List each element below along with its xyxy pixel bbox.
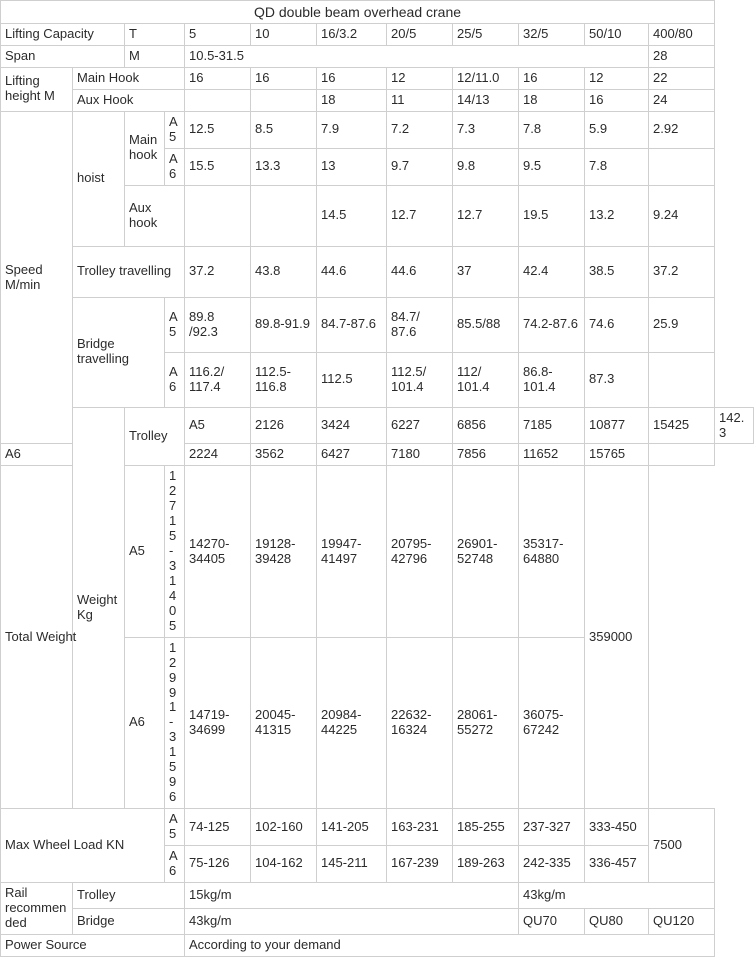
page-title: QD double beam overhead crane: [1, 1, 715, 24]
trolley-speed-8: 37.2: [649, 246, 715, 297]
bridge-a6-1: 116.2/ 117.4: [185, 352, 251, 407]
trolley-speed-1: 37.2: [185, 246, 251, 297]
weight-label: Weight Kg: [73, 407, 125, 808]
total-weight-8: 359000: [585, 466, 649, 809]
wheel-a6-2: 104-162: [251, 845, 317, 882]
weight-trolley-a5-2: 3424: [317, 407, 387, 444]
speed-hoist-main-a5-row: [1, 111, 754, 148]
hoist-main-a6-3: 13: [317, 148, 387, 185]
class-a5-wheel-load: A5: [165, 809, 185, 846]
wheel-a5-6: 237-327: [519, 809, 585, 846]
hoist-main-a5-4: 7.2: [387, 111, 453, 148]
lift-aux-6: 18: [519, 89, 585, 111]
hoist-main-a6-6: 9.5: [519, 148, 585, 185]
hoist-aux-7: 13.2: [585, 185, 649, 246]
total-a6-4: 20984-44225: [317, 637, 387, 808]
hoist-aux-1: [185, 185, 251, 246]
wheel-a6-4: 167-239: [387, 845, 453, 882]
rail-trolley-left: 15kg/m: [185, 882, 519, 908]
weight-trolley-a6-7: 15765: [585, 444, 649, 466]
class-a5-bridge: A5: [165, 297, 185, 352]
lift-main-6: 16: [519, 67, 585, 89]
lifting-capacity-label: Lifting Capacity: [1, 24, 125, 46]
bridge-a6-4: 112.5/ 101.4: [387, 352, 453, 407]
power-source-row: [1, 934, 754, 956]
lift-main-4: 12: [387, 67, 453, 89]
weight-trolley-a5-5: 7185: [519, 407, 585, 444]
capacity-8: 400/80: [649, 24, 715, 46]
trolley-travelling-label: Trolley travelling: [73, 246, 185, 297]
total-a6-6: 28061-55272: [453, 637, 519, 808]
wheel-load-8: 7500: [649, 809, 715, 883]
hoist-main-a5-1: 12.5: [185, 111, 251, 148]
wheel-a6-1: 75-126: [185, 845, 251, 882]
bridge-a5-8: 25.9: [649, 297, 715, 352]
hoist-main-a6-2: 13.3: [251, 148, 317, 185]
total-a6-2: 14719-34699: [185, 637, 251, 808]
lift-aux-5: 14/13: [453, 89, 519, 111]
class-a5-weight-trolley: A5: [185, 407, 251, 444]
capacity-5: 25/5: [453, 24, 519, 46]
weight-trolley-a5-3: 6227: [387, 407, 453, 444]
bridge-a5-3: 84.7-87.6: [317, 297, 387, 352]
class-a6-bridge: A6: [165, 352, 185, 407]
title-row: [1, 1, 754, 24]
lift-main-2: 16: [251, 67, 317, 89]
trolley-speed-5: 37: [453, 246, 519, 297]
total-a5-6: 26901-52748: [453, 466, 519, 637]
bridge-a5-7: 74.6: [585, 297, 649, 352]
trolley-speed-6: 42.4: [519, 246, 585, 297]
class-a6-wheel-load: A6: [165, 845, 185, 882]
bridge-a6-8: [649, 352, 715, 407]
bridge-a5-6: 74.2-87.6: [519, 297, 585, 352]
hoist-main-a5-5: 7.3: [453, 111, 519, 148]
class-a6-hoist-main: A6: [165, 148, 185, 185]
total-a5-4: 19947-41497: [317, 466, 387, 637]
class-a6-weight-trolley: A6: [1, 444, 73, 466]
rail-bridge-7: QU80: [585, 908, 649, 934]
total-a6-5: 22632-16324: [387, 637, 453, 808]
hoist-main-hook-label: Main hook: [125, 111, 165, 185]
trolley-speed-7: 38.5: [585, 246, 649, 297]
power-source-value: According to your demand: [185, 934, 715, 956]
class-a5-hoist-main: A5: [165, 111, 185, 148]
weight-trolley-a6-4: 7180: [387, 444, 453, 466]
hoist-main-a5-6: 7.8: [519, 111, 585, 148]
total-a6-3: 20045-41315: [251, 637, 317, 808]
rail-recommended-label: Rail recommended: [1, 882, 73, 934]
span-unit: M: [125, 46, 185, 68]
rail-bridge-6: QU70: [519, 908, 585, 934]
bridge-a6-7: 87.3: [585, 352, 649, 407]
lift-aux-2: [251, 89, 317, 111]
rail-trolley-label: Trolley: [73, 882, 185, 908]
hoist-main-a6-4: 9.7: [387, 148, 453, 185]
speed-trolley-travelling-row: [1, 246, 754, 297]
hoist-main-a5-7: 5.9: [585, 111, 649, 148]
hoist-main-a5-2: 8.5: [251, 111, 317, 148]
weight-trolley-label: Trolley: [125, 407, 185, 466]
lift-aux-7: 16: [585, 89, 649, 111]
capacity-7: 50/10: [585, 24, 649, 46]
span-last: 28: [649, 46, 715, 68]
weight-trolley-a6-1: 2224: [185, 444, 251, 466]
hoist-aux-6: 19.5: [519, 185, 585, 246]
bridge-a5-1: 89.8 /92.3: [185, 297, 251, 352]
bridge-a6-3: 112.5: [317, 352, 387, 407]
total-a5-2: 14270-34405: [185, 466, 251, 637]
total-a5-7: 35317-64880: [519, 466, 585, 637]
total-weight-label: Total Weight: [1, 466, 125, 809]
wheel-a6-3: 145-211: [317, 845, 387, 882]
total-a6-1: 12991-31596: [165, 637, 185, 808]
lifting-height-main-row: [1, 67, 754, 89]
bridge-a5-5: 85.5/88: [453, 297, 519, 352]
lift-main-1: 16: [185, 67, 251, 89]
lift-main-3: 16: [317, 67, 387, 89]
weight-trolley-a5-8: 142.3: [715, 407, 754, 444]
max-wheel-load-a5-row: [1, 809, 754, 846]
wheel-a5-1: 74-125: [185, 809, 251, 846]
weight-trolley-a6-2: 3562: [251, 444, 317, 466]
weight-trolley-a6-8: [649, 444, 715, 466]
trolley-speed-2: 43.8: [251, 246, 317, 297]
capacity-4: 20/5: [387, 24, 453, 46]
rail-trolley-row: [1, 882, 754, 908]
speed-label: Speed M/min: [1, 111, 73, 444]
lift-main-8: 22: [649, 67, 715, 89]
lift-aux-3: 18: [317, 89, 387, 111]
hoist-main-a6-7: 7.8: [585, 148, 649, 185]
total-a5-3: 19128-39428: [251, 466, 317, 637]
span-row: [1, 46, 754, 68]
weight-trolley-a6-6: 11652: [519, 444, 585, 466]
hoist-label: hoist: [73, 111, 125, 246]
wheel-a6-6: 242-335: [519, 845, 585, 882]
wheel-a6-7: 336-457: [585, 845, 649, 882]
weight-trolley-a5-row: [1, 407, 754, 444]
rail-bridge-row: [1, 908, 754, 934]
lift-main-5: 12/11.0: [453, 67, 519, 89]
wheel-a5-7: 333-450: [585, 809, 649, 846]
wheel-a5-2: 102-160: [251, 809, 317, 846]
weight-trolley-a5-1: 2126: [251, 407, 317, 444]
weight-trolley-a5-6: 10877: [585, 407, 649, 444]
bridge-travelling-label: Bridge travelling: [73, 297, 165, 407]
hoist-aux-3: 14.5: [317, 185, 387, 246]
rail-bridge-left: 43kg/m: [185, 908, 519, 934]
lifting-height-aux-row: [1, 89, 754, 111]
weight-trolley-a5-4: 6856: [453, 407, 519, 444]
aux-hook-label: Aux Hook: [73, 89, 185, 111]
rail-trolley-right: 43kg/m: [519, 882, 715, 908]
weight-trolley-a6-5: 7856: [453, 444, 519, 466]
span-label: Span: [1, 46, 125, 68]
rail-bridge-label: Bridge: [73, 908, 185, 934]
weight-total-a5-row: [1, 466, 754, 637]
wheel-a5-3: 141-205: [317, 809, 387, 846]
lift-main-7: 12: [585, 67, 649, 89]
lift-aux-1: [185, 89, 251, 111]
hoist-main-a6-5: 9.8: [453, 148, 519, 185]
lift-aux-8: 24: [649, 89, 715, 111]
hoist-main-a5-8: 2.92: [649, 111, 715, 148]
hoist-aux-4: 12.7: [387, 185, 453, 246]
hoist-aux-2: [251, 185, 317, 246]
hoist-main-a5-3: 7.9: [317, 111, 387, 148]
speed-bridge-a5-row: [1, 297, 754, 352]
capacity-1: 5: [185, 24, 251, 46]
main-hook-label: Main Hook: [73, 67, 185, 89]
max-wheel-load-label: Max Wheel Load KN: [1, 809, 165, 883]
class-a6-total-weight: A6: [125, 637, 165, 808]
trolley-speed-3: 44.6: [317, 246, 387, 297]
trolley-speed-4: 44.6: [387, 246, 453, 297]
total-a5-1: 12715-31405: [165, 466, 185, 637]
hoist-aux-5: 12.7: [453, 185, 519, 246]
capacity-6: 32/5: [519, 24, 585, 46]
lifting-capacity-unit: T: [125, 24, 185, 46]
capacity-2: 10: [251, 24, 317, 46]
weight-trolley-a6-3: 6427: [317, 444, 387, 466]
bridge-a5-2: 89.8-91.9: [251, 297, 317, 352]
total-a5-5: 20795-42796: [387, 466, 453, 637]
total-a6-7: 36075-67242: [519, 637, 585, 808]
wheel-a5-5: 185-255: [453, 809, 519, 846]
rail-bridge-8: QU120: [649, 908, 715, 934]
class-a5-total-weight: A5: [125, 466, 165, 637]
hoist-main-a6-1: 15.5: [185, 148, 251, 185]
hoist-aux-hook-label: Aux hook: [125, 185, 185, 246]
weight-trolley-a5-7: 15425: [649, 407, 715, 444]
bridge-a5-4: 84.7/ 87.6: [387, 297, 453, 352]
lifting-height-label: Lifting height M: [1, 67, 73, 111]
power-source-label: Power Source: [1, 934, 185, 956]
capacity-3: 16/3.2: [317, 24, 387, 46]
wheel-a6-5: 189-263: [453, 845, 519, 882]
bridge-a6-6: 86.8-101.4: [519, 352, 585, 407]
lift-aux-4: 11: [387, 89, 453, 111]
hoist-main-a6-8: [649, 148, 715, 185]
hoist-aux-8: 9.24: [649, 185, 715, 246]
wheel-a5-4: 163-231: [387, 809, 453, 846]
bridge-a6-2: 112.5-116.8: [251, 352, 317, 407]
span-range: 10.5-31.5: [185, 46, 649, 68]
bridge-a6-5: 112/ 101.4: [453, 352, 519, 407]
lifting-capacity-row: [1, 24, 754, 46]
